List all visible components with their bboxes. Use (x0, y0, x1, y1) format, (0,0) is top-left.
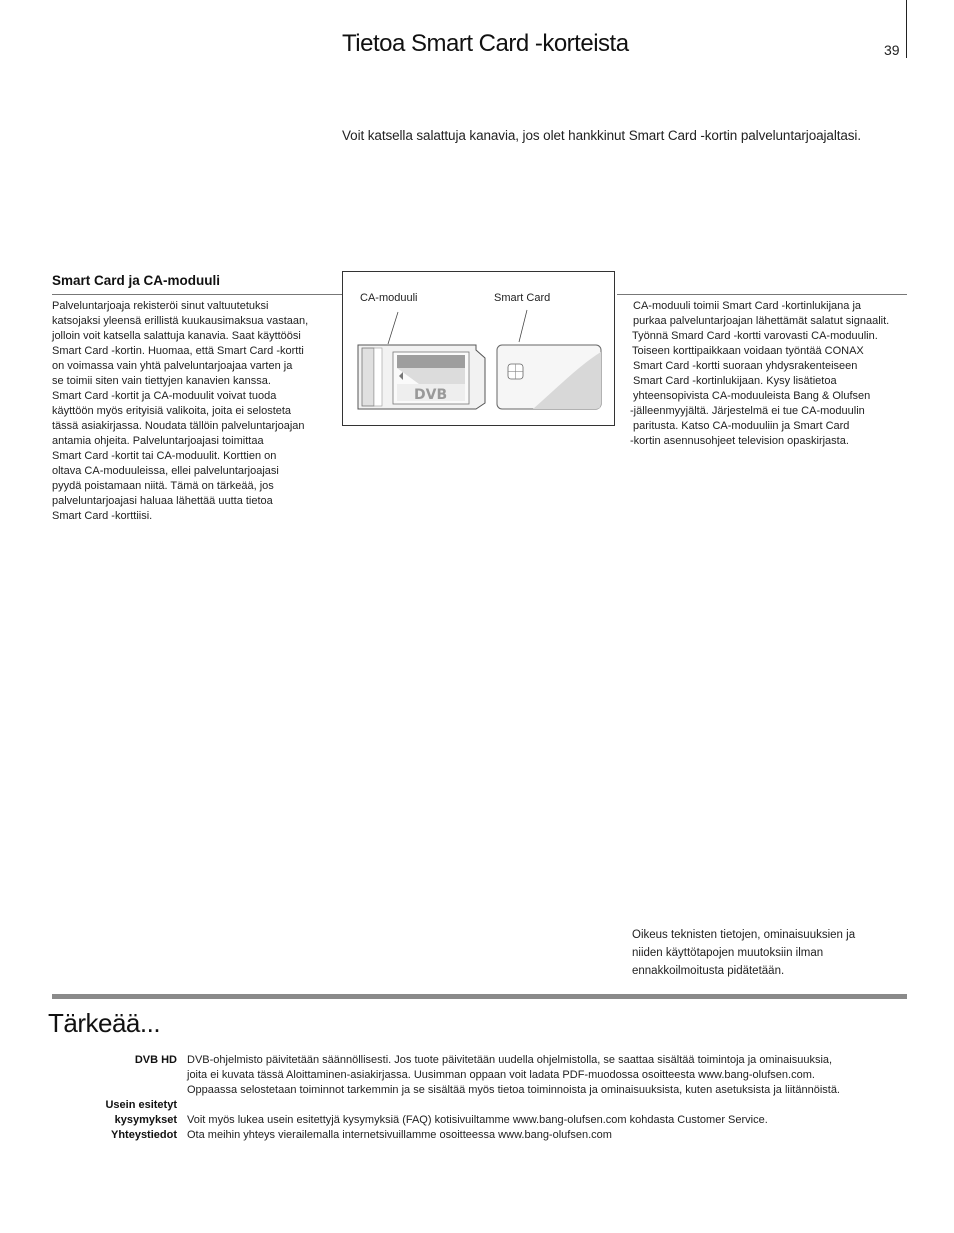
important-title: Tärkeää... (48, 1008, 161, 1038)
text-line: käyttöön myös erityisiä valikoita, joita ei selosteta (52, 405, 292, 417)
section-body-right (630, 299, 906, 449)
faq-text: Voit myös lukea usein esitettyjä kysymyksiä (FAQ) kotisivuiltamme www.bang-olufsen.com kohdasta Customer Service. (187, 1114, 768, 1126)
text-line: niiden käyttötapojen muutoksiin ilman (632, 947, 824, 959)
page-number: 39 (884, 42, 900, 58)
text-line: Oikeus teknisten tietojen, ominaisuuksien ja (632, 929, 856, 941)
text-line: Palveluntarjoaja rekisteröi sinut valtuutetuksi (52, 300, 269, 312)
faq-label (105, 1098, 177, 1128)
text-line: Smart Card -kortin. Huomaa, että Smart Card -kortti (52, 345, 304, 357)
text-line: purkaa palveluntarjoajan lähettämät salatut signaalit. (633, 315, 890, 327)
text-line: katsojaksi yleensä erillistä kuukausimaksua vastaan, (52, 315, 309, 327)
text-line: DVB-ohjelmisto päivitetään säännöllisesti. Jos tuote päivitetään uudella ohjelmistolla, se saattaa sisältää toimintoja ja ominaisuuksia, (187, 1054, 833, 1066)
section-body-left (52, 299, 334, 524)
text-line: jolloin voit katsella salattuja kanavia. Saat käyttöösi (52, 330, 301, 342)
dvb-logo: DVB (414, 387, 448, 403)
smart-card-label: Smart Card (494, 292, 551, 304)
text-line: Oppaassa selostetaan toiminnot tarkemmin ja se sisältää myös tietoa toiminnoista ja ominaisuuksista, kuten asetuksista ja liitännöistä. (187, 1084, 840, 1096)
text-line: oltava CA-moduuleissa, ellei palveluntarjoajasi (52, 465, 279, 477)
text-line: CA-moduuli toimii Smart Card -kortinlukijana ja (633, 300, 862, 312)
header-divider (906, 0, 907, 58)
contact-text: Ota meihin yhteys vierailemalla internetsivuillamme osoitteessa www.bang-olufsen.com (187, 1129, 612, 1141)
text-line: antamia ohjeita. Palveluntarjoajasi toimittaa (52, 435, 264, 447)
text-line: se toimii siten vain tiettyjen kanavien kanssa. (52, 375, 271, 387)
text-line: joita ei kuvata tässä Aloittaminen-asiakirjassa. Uusimman oppaan voit ladata PDF-muodossa osoitteesta www.bang-olufsen.com. (187, 1069, 815, 1081)
text-line: paritusta. Katso CA-moduuliin ja Smart Card (633, 420, 850, 432)
text-line: Smart Card -kortit ja CA-moduulit voivat tuoda (52, 390, 277, 402)
dvb-hd-text (187, 1053, 907, 1098)
text-line: Toiseen korttipaikkaan voidaan työntää CONAX (632, 345, 864, 357)
text-line: yhteensopivista CA-moduuleista Bang & Olufsen (633, 390, 871, 402)
text-line: ennakkoilmoitusta pidätetään. (632, 965, 785, 977)
ca-module-label: CA-moduuli (360, 292, 418, 304)
ca-module-smart-card-illustration (343, 272, 614, 425)
faq-label-line: Usein esitetyt (105, 1099, 177, 1111)
disclaimer-notice (632, 926, 907, 980)
text-line: Työnnä Smard Card -kortti varovasti CA-moduulin. (632, 330, 878, 342)
contact-label: Yhteystiedot (110, 1129, 177, 1141)
text-line: pyydä poistamaan niitä. Tämä on tärkeää, jos (52, 480, 274, 492)
section-rule-left (52, 294, 342, 295)
text-line: on voimassa vain yhtä palveluntarjoajaa varten ja (52, 360, 293, 372)
intro-text: Voit katsella salattuja kanavia, jos olet hankkinut Smart Card -kortin palveluntarjoajaltasi. (342, 128, 861, 143)
figure-box (342, 271, 615, 426)
text-line: tässä asiakirjassa. Noudata tällöin palveluntarjoajan (52, 420, 305, 432)
text-line: palveluntarjoajasi haluaa lähettää uutta tietoa (52, 495, 273, 507)
page-title: Tietoa Smart Card -korteista (342, 30, 629, 57)
text-line: Smart Card -korttiisi. (52, 510, 153, 522)
text-line: Smart Card -kortti suoraan yhdysrakenteiseen (633, 360, 858, 372)
text-line: -jälleenmyyjältä. Järjestelmä ei tue CA-moduulin (630, 405, 865, 417)
important-divider (52, 994, 907, 999)
dvb-hd-label: DVB HD (134, 1054, 177, 1066)
faq-label-line: kysymykset (114, 1114, 177, 1126)
text-line: Smart Card -kortinlukijaan. Kysy lisätietoa (633, 375, 837, 387)
section-heading: Smart Card ja CA-moduuli (52, 273, 221, 288)
text-line: -kortin asennusohjeet television opaskirjasta. (630, 435, 849, 447)
text-line: Smart Card -kortit tai CA-moduulit. Korttien on (52, 450, 277, 462)
section-rule-right (617, 294, 907, 295)
